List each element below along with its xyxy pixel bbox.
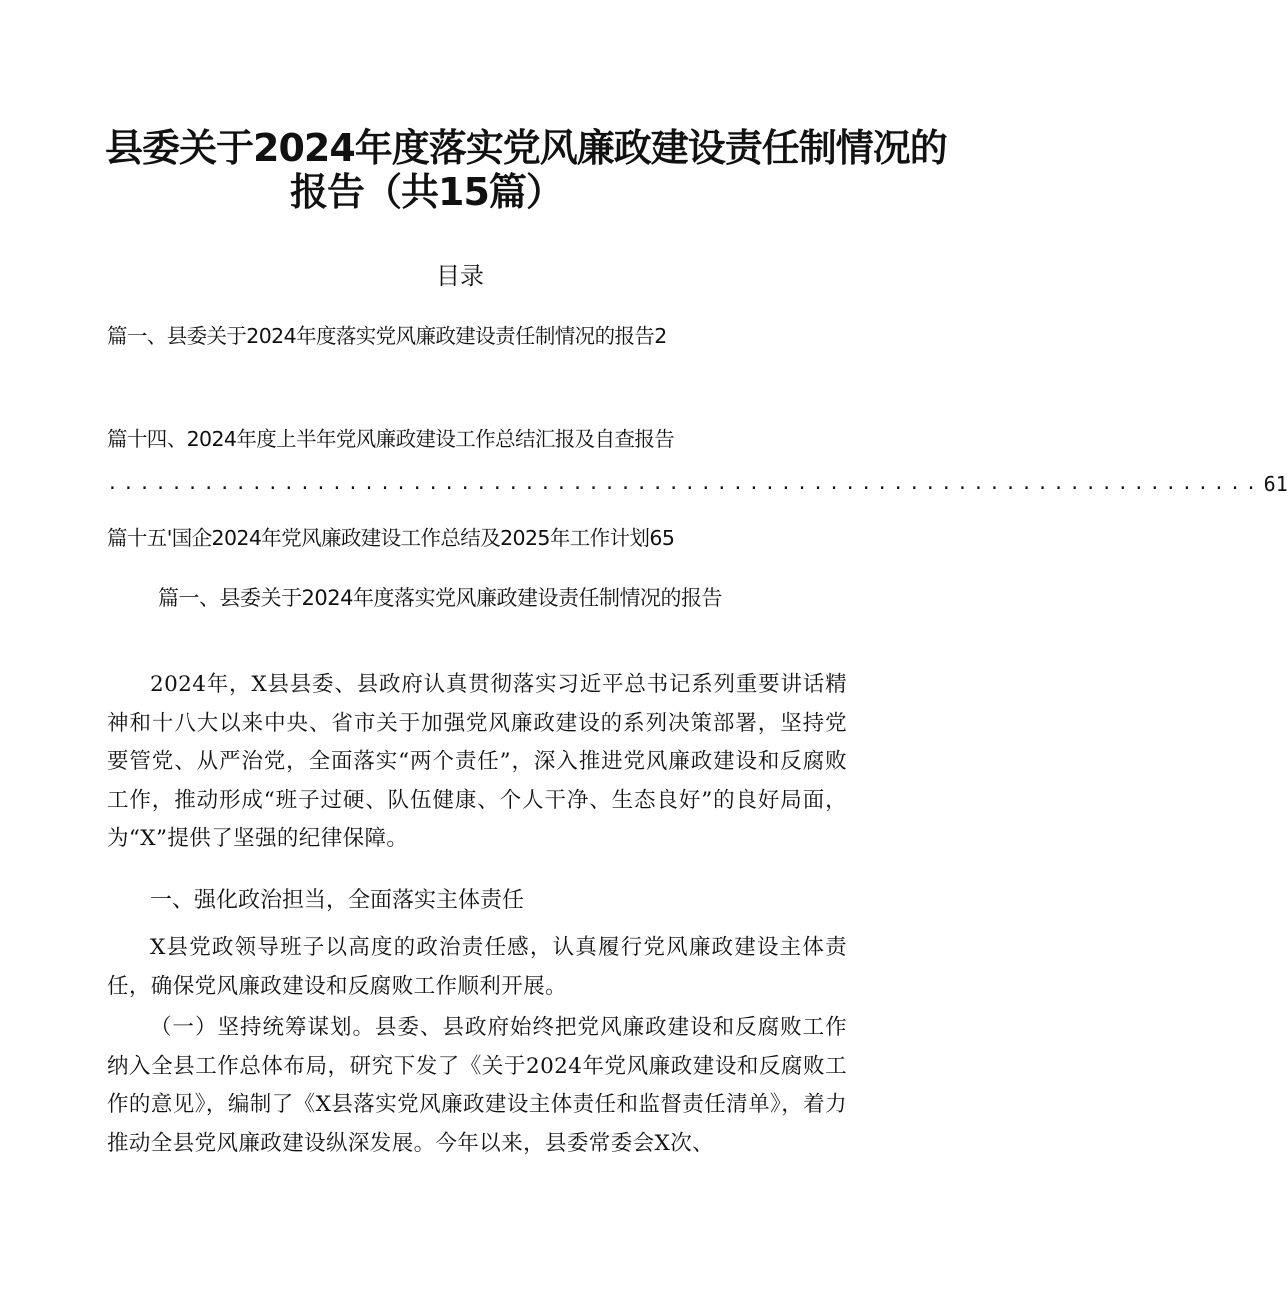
section-title: 篇一、县委关于2024年度落实党风廉政建设责任制情况的报告 [158,586,722,610]
body-paragraph-3: （一）坚持统筹谋划。县委、县政府始终把党风廉政建设和反腐败工作纳入全县工作总体布局，研究下发了《关于2024年党风廉政建设和反腐败工作的意见》，编制了《X县落实党风廉政建设主体责任和监督责任清单》，着力推动全县党风廉政建设纵深发展。今年以来，县委常委会X次、 [107,1015,847,1156]
document-title-line-2: 报告（共15篇） [290,170,563,214]
body-paragraph-2: X县党政领导班子以高度的政治责任感，认真履行党风廉政建设主体责任，确保党风廉政建设和反腐败工作顺利开展。 [107,935,847,999]
toc-leader-dots: ........................................................................ [107,473,1262,494]
toc-entry-1[interactable]: 篇一、县委关于2024年度落实党风廉政建设责任制情况的报告2 [107,324,667,348]
toc-leader-line [107,468,1288,500]
section-heading-1: 一、强化政治担当，全面落实主体责任 [150,888,525,913]
toc-page-number: 61 [1263,472,1288,496]
document-title-line-1: 县委关于2024年度落实党风廉政建设责任制情况的 [105,126,947,170]
body-paragraph-1: 2024年，X县县委、县政府认真贯彻落实习近平总书记系列重要讲话精神和十八大以来中央、省市关于加强党风廉政建设的系列决策部署，坚持党要管党、从严治党，全面落实“两个责任”，深入推进党风廉政建设和反腐败工作，推动形成“班子过硬、队伍健康、个人干净、生态良好”的良好局面，为“X”提供了坚强的纪律保障。 [107,672,847,851]
toc-entry-15[interactable]: 篇十五'国企2024年党风廉政建设工作总结及2025年工作计划65 [107,526,675,550]
toc-entry-14[interactable]: 篇十四、2024年度上半年党风廉政建设工作总结汇报及自查报告 [107,427,675,451]
toc-heading: 目录 [436,262,484,290]
